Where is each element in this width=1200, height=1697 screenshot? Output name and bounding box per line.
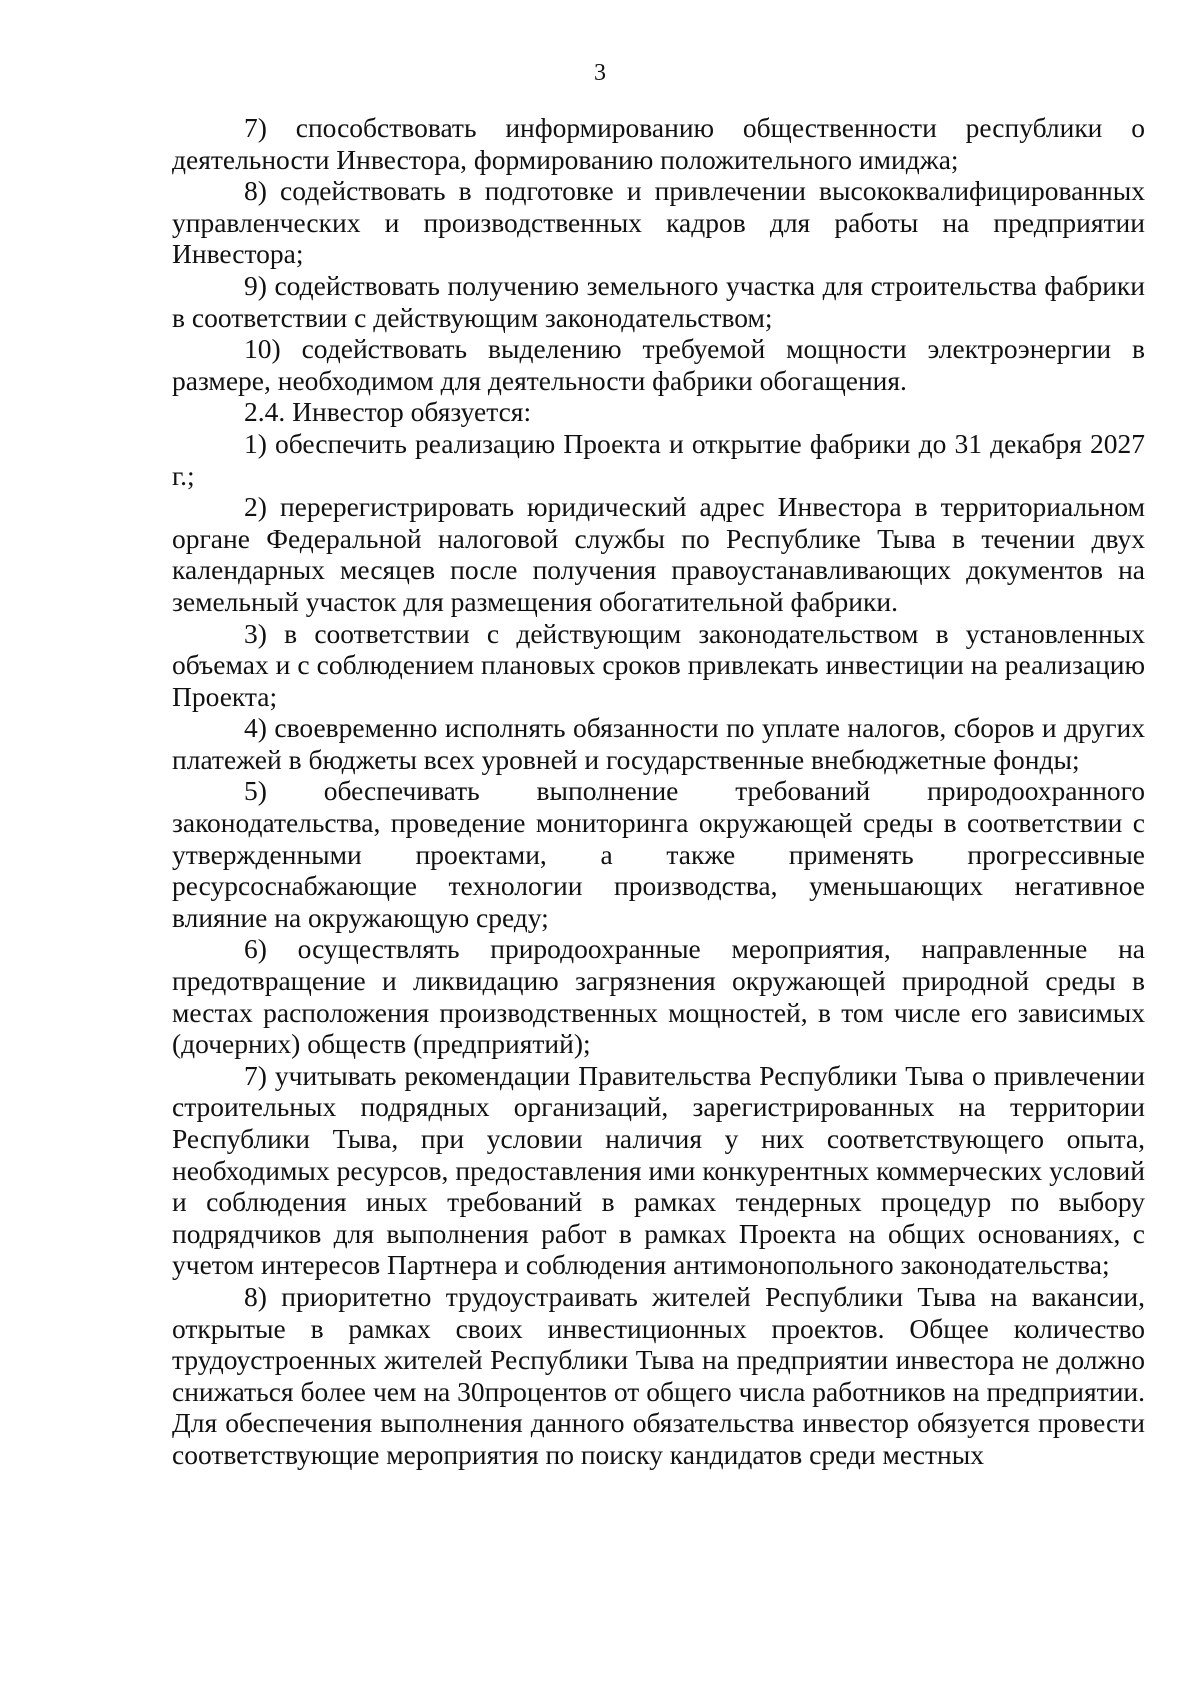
paragraph-partner-9: 9) содействовать получению земельного участка для строительства фабрики в соответствии с действующим законодательством; (172, 269, 1145, 333)
paragraph-investor-2: 2) перерегистрировать юридический адрес Инвестора в территориальном органе Федеральной налоговой службы по Республике Тыва в течении двух календарных месяцев после получения правоустанавливающих документов на земельный участок для размещения обогатительной фабрики. (172, 491, 1145, 617)
paragraph-investor-3: 3) в соответствии с действующим законодательством в установленных объемах и с соблюдением плановых сроков привлекать инвестиции на реализацию Проекта; (172, 617, 1145, 712)
section-heading-2-4: 2.4. Инвестор обязуется: (244, 396, 532, 428)
paragraph-partner-8: 8) содействовать в подготовке и привлечении высококвалифицированных управленческих и производственных кадров для работы на предприятии Инвестора; (172, 175, 1145, 270)
paragraph-investor-4: 4) своевременно исполнять обязанности по уплате налогов, сборов и других платежей в бюджеты всех уровней и государственные внебюджетные фонды; (172, 712, 1145, 775)
paragraph-investor-7: 7) учитывать рекомендации Правительства Республики Тыва о привлечении строительных подрядных организаций, зарегистрированных на территории Республики Тыва, при условии наличия у них соответствующего опыта, необходимых ресурсов, предоставления ими конкурентных коммерческих условий и соблюдения иных требований в рамках тендерных процедур по выбору подрядчиков для выполнения работ в рамках Проекта на общих основаниях, с учетом интересов Партнера и соблюдения антимонопольного законодательства; (172, 1059, 1145, 1281)
page-number: 3 (594, 60, 606, 86)
paragraph-investor-6: 6) осуществлять природоохранные мероприятия, направленные на предотвращение и ликвидацию загрязнения окружающей природной среды в местах расположения производственных мощностей, в том числе его зависимых (дочерних) обществ (предприятий); (172, 933, 1145, 1060)
paragraph-investor-8: 8) приоритетно трудоустраивать жителей Республики Тыва на вакансии, открытые в рамках своих инвестиционных проектов. Общее количество трудоустроенных жителей Республики Тыва на предприятии инвестора не должно снижаться более чем на 30процентов от общего числа работников на предприятии. Для обеспечения выполнения данного обязательства инвестор обязуется провести соответствующие мероприятия по поиску кандидатов среди местных (172, 1280, 1145, 1470)
paragraph-partner-10: 10) содействовать выделению требуемой мощности электроэнергии в размере, необходимом для деятельности фабрики обогащения. (172, 333, 1145, 396)
paragraph-investor-1: 1) обеспечить реализацию Проекта и открытие фабрики до 31 декабря 2027 г.; (172, 427, 1145, 491)
paragraph-partner-7: 7) способствовать информированию общественности республики о деятельности Инвестора, формированию положительного имиджа; (172, 112, 1145, 175)
paragraph-investor-5: 5) обеспечивать выполнение требований природоохранного законодательства, проведение мониторинга окружающей среды в соответствии с утвержденными проектами, а также применять прогрессивные ресурсоснабжающие технологии производства, уменьшающих негативное влияние на окружающую среду; (172, 775, 1145, 933)
document-body (172, 112, 1145, 1471)
